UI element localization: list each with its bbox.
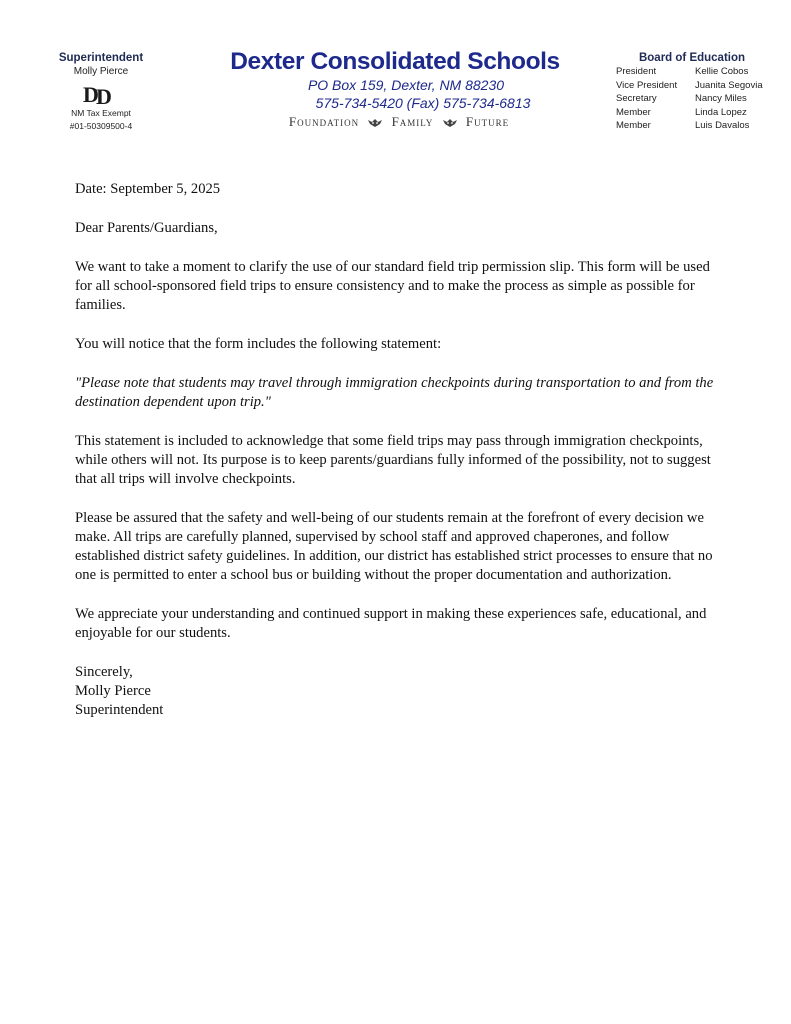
letter-salutation: Dear Parents/Guardians,	[75, 220, 218, 236]
svg-text:D: D	[96, 84, 112, 106]
tax-exempt-number: #01-50309500-4	[69, 121, 133, 131]
letter-paragraph: You will notice that the form includes the following statement:	[75, 336, 442, 352]
board-member-name: Nancy Miles	[695, 93, 747, 104]
letter-paragraph: We want to take a moment to clarify the use of our standard field trip permission slip. This form will be used for all school-sponsored field trips to ensure consistency and to make the process as simple as possible for families.	[75, 259, 710, 313]
board-member-row	[612, 65, 772, 79]
superintendent-role: Superintendent	[58, 52, 144, 64]
board-member-row	[612, 106, 772, 120]
board-member-row	[612, 92, 772, 106]
board-position: Member	[616, 120, 651, 131]
letter-quote: "Please note that students may travel through immigration checkpoints during transportation to and from the destination dependent upon trip."	[75, 375, 714, 410]
district-phone: 575-734-5420 (Fax) 575-734-6813	[315, 95, 531, 111]
board-of-education	[612, 52, 772, 133]
board-position: Secretary	[616, 93, 657, 104]
motto-word-family: Family	[391, 114, 434, 129]
district-header	[205, 48, 585, 130]
board-position: Vice President	[616, 79, 678, 91]
board-title: Board of Education	[638, 52, 746, 64]
district-motto	[213, 114, 585, 130]
superintendent-header	[40, 52, 162, 132]
letter-paragraph: Please be assured that the safety and well-being of our students remain at the forefront of every decision we make. All trips are carefully planned, supervised by school staff and approved chaperones, and follow established district safety guidelines. In addition, our district has established strict processes to ensure that no one is permitted to enter a school bus or building without the proper documentation and authorization.	[75, 510, 713, 583]
board-member-name: Linda Lopez	[695, 106, 747, 118]
board-position: Member	[616, 106, 651, 118]
motto-word-future: Future	[465, 114, 510, 129]
board-member-row	[612, 79, 772, 93]
svg-text:D: D	[83, 82, 99, 106]
letter-date: Date: September 5, 2025	[75, 181, 221, 197]
board-member-row	[612, 119, 772, 133]
board-position: President	[616, 66, 657, 77]
motto-word-foundation: Foundation	[288, 114, 360, 129]
district-address: PO Box 159, Dexter, NM 88230	[307, 77, 505, 93]
signer-title: Superintendent	[75, 702, 164, 718]
mascot-icon	[367, 118, 383, 128]
letter-paragraph: We appreciate your understanding and continued support in making these experiences safe, educational, and enjoyable for our students.	[75, 606, 707, 641]
board-member-name: Kellie Cobos	[695, 66, 749, 77]
district-name: Dexter Consolidated Schools	[230, 48, 560, 75]
superintendent-name: Molly Pierce	[73, 66, 129, 77]
board-member-name: Luis Davalos	[695, 120, 750, 131]
closing-word: Sincerely,	[75, 664, 133, 680]
letter-body	[75, 180, 725, 720]
dexter-logo-icon	[81, 82, 121, 106]
letter-closing	[75, 663, 725, 720]
mascot-icon	[442, 118, 458, 128]
signer-name: Molly Pierce	[75, 683, 151, 699]
letter-paragraph: This statement is included to acknowledge that some field trips may pass through immigration checkpoints, while others will not. Its purpose is to keep parents/guardians fully informed of the possibility, not to suggest that all trips will involve checkpoints.	[75, 433, 711, 487]
tax-exempt-label: NM Tax Exempt	[71, 108, 131, 118]
board-member-name: Juanita Segovia	[695, 79, 763, 91]
